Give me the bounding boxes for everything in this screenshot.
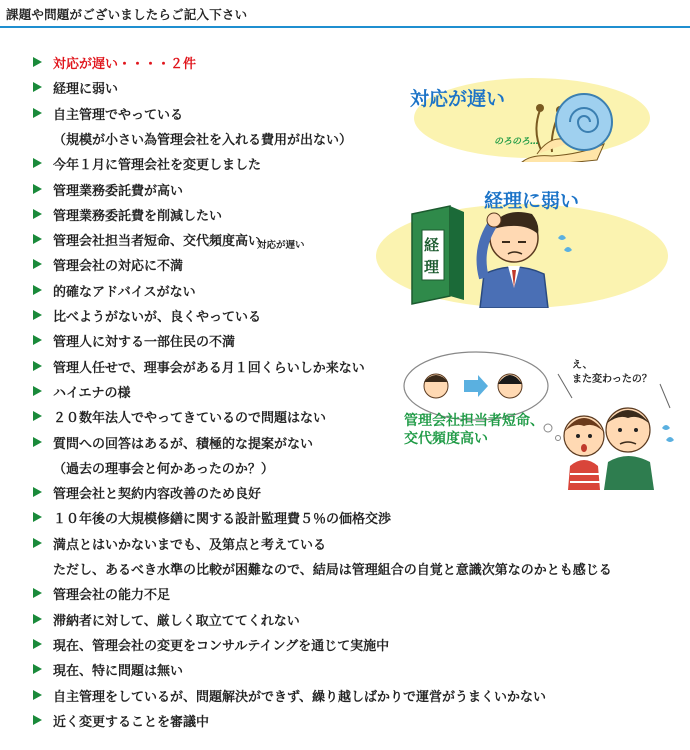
bullet-arrow-icon	[33, 209, 42, 219]
bullet-arrow-icon	[33, 690, 42, 700]
staff-caption-line-1: 管理会社担当者短命、	[404, 413, 544, 429]
bullet-arrow-icon	[33, 285, 42, 295]
list-item-text: 満点とはいかないまでも、及第点と考えている	[53, 537, 327, 553]
list-item-text: ただし、あるべき水準の比較が困難なので、結局は管理組合の自覚と意識次第なのかとも感じる	[53, 563, 612, 578]
list-item	[0, 507, 690, 531]
book-label-1: 経	[424, 236, 440, 254]
bullet-arrow-icon	[33, 361, 42, 371]
accounting-caption: 経理に弱い	[484, 190, 580, 212]
bullet-arrow-icon	[33, 487, 42, 497]
list-item-text: （過去の理事会と何かあったのか？）	[53, 461, 274, 477]
bullet-arrow-icon	[33, 259, 42, 269]
snail-caption: 対応が遅い	[410, 88, 506, 110]
list-item-text: 管理業務委託費が高い	[53, 183, 184, 199]
list-item-text: 管理会社の対応に不満	[53, 259, 184, 275]
illustration-slow-response	[392, 62, 652, 162]
list-item-text: 管理会社の能力不足	[53, 588, 171, 604]
header-title: 課題や問題がございましたらご記入下さい	[6, 7, 248, 22]
list-item-text: （規模が小さい為管理会社を入れる費用が出ない）	[53, 132, 353, 148]
list-item-text: 的確なアドバイスがない	[53, 284, 196, 300]
bullet-arrow-icon	[33, 184, 42, 194]
list-item-text: 今年１月に管理会社を変更しました	[53, 158, 262, 174]
list-item-text: 質問への回答はあるが、積極的な提案がない	[53, 436, 314, 452]
bullet-arrow-icon	[33, 639, 42, 649]
list-item-text: ２０数年法人でやってきているので問題はない	[53, 411, 327, 427]
bullet-arrow-icon	[33, 57, 42, 67]
list-item-text: 経理に弱い	[53, 82, 119, 98]
list-item-text: 管理会社と契約内容改善のため良好	[53, 487, 262, 503]
list-item	[0, 305, 690, 329]
bullet-arrow-icon	[33, 664, 42, 674]
bullet-arrow-icon	[33, 437, 42, 447]
bullet-arrow-icon	[33, 310, 42, 320]
list-item	[0, 634, 690, 658]
list-item-text: 比べようがないが、良くやっている	[53, 310, 262, 325]
illustration-staff-turnover	[398, 344, 690, 490]
list-item-note	[0, 558, 690, 582]
snail-small-text: のろのろ…	[494, 137, 540, 147]
bullet-arrow-icon	[33, 158, 42, 168]
list-item	[0, 583, 690, 607]
speech-line-1: え、	[572, 360, 593, 371]
list-item-text: 管理会社担当者短命、交代頻度高い	[53, 234, 262, 250]
list-item-text: ハイエナの様	[53, 385, 131, 401]
list-item-text: 対応が遅い・・・・２件	[53, 57, 197, 72]
list-item-text: 現在、特に問題は無い	[53, 664, 184, 680]
book-label-2: 理	[424, 258, 440, 276]
illustration-weak-accounting	[372, 178, 668, 308]
list-item-text: 管理業務委託費を削減したい	[53, 208, 223, 224]
bullet-arrow-icon	[33, 108, 42, 118]
list-item-text: 管理人任せで、理事会がある月１回くらいしか来ない	[53, 360, 365, 376]
list-item-text: 自主管理をしているが、問題解決ができず、繰り越しばかりで運営がうまくいかない	[53, 689, 546, 705]
list-item-text: 自主管理でやっている	[53, 107, 184, 123]
speech-line-2: また変わったの？	[572, 374, 652, 385]
bullet-arrow-icon	[33, 614, 42, 624]
bullet-arrow-icon	[33, 335, 42, 345]
bullet-arrow-icon	[33, 82, 42, 92]
bullet-arrow-icon	[33, 234, 42, 244]
list-item	[0, 659, 690, 683]
header-bar	[0, 0, 690, 28]
list-item	[0, 533, 690, 557]
bullet-arrow-icon	[33, 512, 42, 522]
snail-illustration	[392, 62, 652, 162]
bullet-arrow-icon	[33, 386, 42, 396]
list-item	[0, 685, 690, 709]
list-item-text: 滞納者に対して、厳しく取立ててくれない	[53, 613, 300, 629]
list-item-text: 近く変更することを審議中	[53, 714, 210, 730]
overlapping-label: 対応が遅い	[257, 240, 305, 252]
bullet-arrow-icon	[33, 538, 42, 548]
list-item-text: 現在、管理会社の変更をコンサルテイングを通じて実施中	[53, 638, 390, 654]
bullet-arrow-icon	[33, 715, 42, 725]
list-item-text: １０年後の大規模修繕に関する設計監理費５％の価格交渉	[53, 512, 392, 528]
list-item-text: 管理人に対する一部住民の不満	[53, 335, 236, 351]
bullet-arrow-icon	[33, 411, 42, 421]
list-item	[0, 710, 690, 734]
list-item	[0, 609, 690, 633]
staff-caption-line-2: 交代頻度高い	[404, 431, 488, 447]
bullet-arrow-icon	[33, 588, 42, 598]
